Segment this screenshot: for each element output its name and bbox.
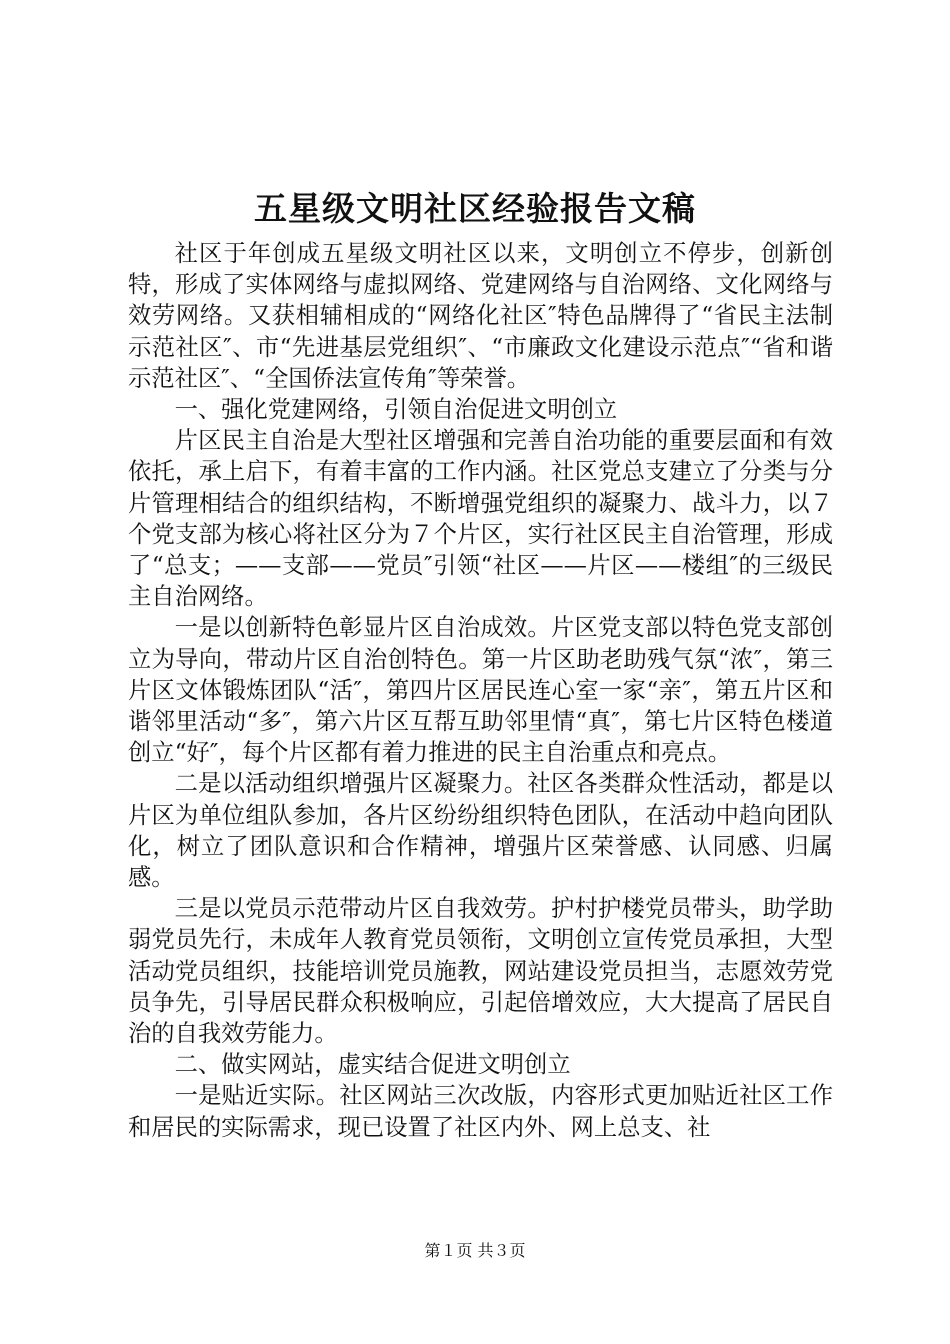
paragraph-section1-point1: 一是以创新特色彰显片区自治成效。片区党支部以特色党支部创立为导向，带动片区自治创特色。第一片区助老助残气氛“浓″，第三片区文体锻炼团队“活″，第四片区居民连心室一家“亲″，第五片区和谐邻里活动“多″，第六片区互帮互助邻里情“真″，第七片区特色楼道创立“好″，每个片区都有着力推进的民主自治重点和亮点。 [128,614,833,767]
document-body [128,238,833,1143]
section-heading-1: 一、强化党建网络，引领自治促进文明创立 [174,396,618,424]
paragraph-section1-point3: 三是以党员示范带动片区自我效劳。护村护楼党员带头，助学助弱党员先行，未成年人教育党员领衔，文明创立宣传党员承担，大型活动党员组织，技能培训党员施教，网站建设党员担当，志愿效劳党员争先，引导居民群众积极响应，引起倍增效应，大大提高了居民自治的自我效劳能力。 [128,895,833,1048]
paragraph-section1-point2: 二是以活动组织增强片区凝聚力。社区各类群众性活动，都是以片区为单位组队参加，各片区纷纷组织特色团队，在活动中趋向团队化，树立了团队意识和合作精神，增强片区荣誉感、认同感、归属感。 [128,770,833,892]
paragraph-section1-overview: 片区民主自治是大型社区增强和完善自治功能的重要层面和有效依托，承上启下，有着丰富的工作内涵。社区党总支建立了分类与分片管理相结合的组织结构，不断增强党组织的凝聚力、战斗力，以７个党支部为核心将社区分为７个片区，实行社区民主自治管理，形成了“总支；——支部——党员″引领“社区——片区——楼组″的三级民主自治网络。 [128,427,833,611]
section-heading-2: 二、做实网站，虚实结合促进文明创立 [174,1051,571,1079]
page-number-footer: 第１页 共３页 [424,1241,526,1260]
paragraph-section2-point1: 一是贴近实际。社区网站三次改版，内容形式更加贴近社区工作和居民的实际需求，现已设置了社区内外、网上总支、社 [128,1082,833,1141]
paragraph-intro: 社区于年创成五星级文明社区以来，文明创立不停步，创新创特，形成了实体网络与虚拟网络、党建网络与自治网络、文化网络与效劳网络。又获相辅相成的“网络化社区″特色品牌得了“省民主法制示范社区″、市“先进基层党组织″、“市廉政文化建设示范点″“省和谐示范社区″、“全国侨法宣传角″等荣誉。 [128,240,833,392]
document-title: 五星级文明社区经验报告文稿 [254,189,696,228]
